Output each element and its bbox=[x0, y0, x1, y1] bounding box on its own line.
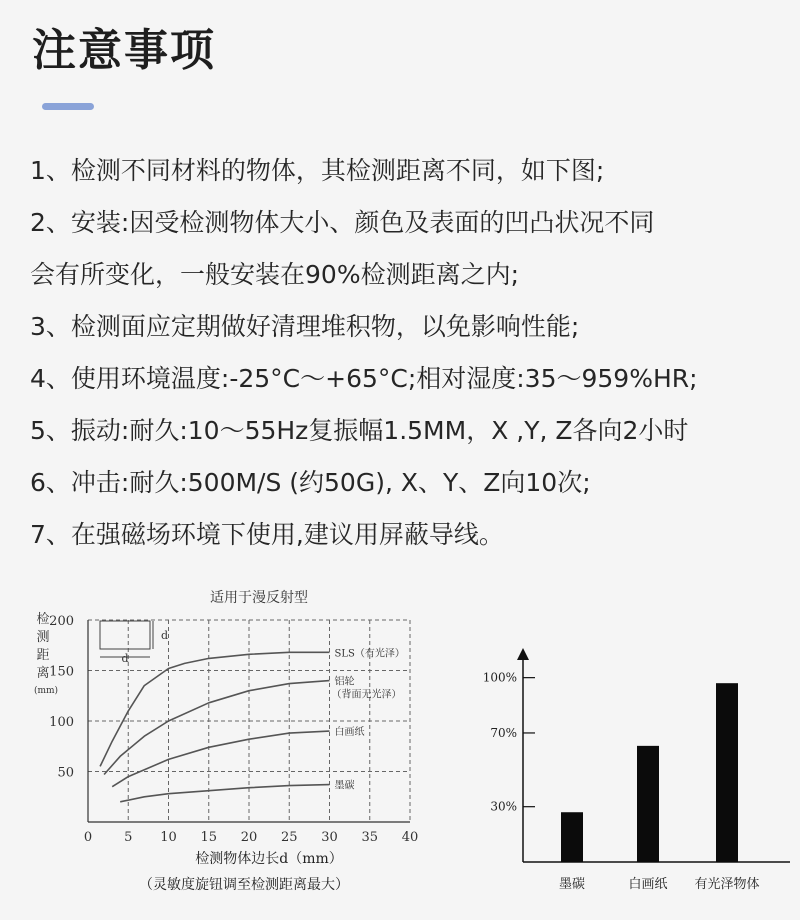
note-item: 1、检测不同材料的物体，其检测距离不同，如下图; bbox=[30, 156, 605, 185]
x-tick-label: 40 bbox=[401, 830, 419, 845]
chart-caption: （灵敏度旋钮调至检测距离最大） bbox=[139, 877, 349, 893]
x-axis-label: 检测物体边长d（mm） bbox=[195, 851, 343, 867]
y-axis-unit: (mm) bbox=[33, 686, 59, 696]
series-label: 铝轮 bbox=[334, 676, 355, 688]
x-category-label: 有光泽物体 bbox=[694, 877, 760, 892]
bar bbox=[637, 746, 659, 862]
notes-list bbox=[30, 145, 790, 561]
y-axis-label-char: 离 bbox=[36, 666, 50, 681]
series-line bbox=[100, 652, 329, 766]
note-item: 7、在强磁场环境下使用,建议用屏蔽导线。 bbox=[30, 520, 504, 549]
note-item: 3、检测面应定期做好清理堆积物，以免影响性能; bbox=[30, 312, 580, 341]
y-tick-label: 150 bbox=[49, 664, 74, 680]
series-line bbox=[120, 785, 329, 802]
x-category-label: 白画纸 bbox=[628, 877, 668, 892]
note-item: 4、使用环境温度:-25°C～+65°C;相对湿度:35～959%HR; bbox=[30, 364, 698, 393]
inset-label: d bbox=[121, 652, 129, 665]
note-item: 会有所变化，一般安装在90%检测距离之内; bbox=[30, 260, 519, 289]
inset-square bbox=[100, 621, 150, 649]
y-tick-label: 70% bbox=[490, 725, 517, 740]
y-axis-arrow-icon bbox=[517, 648, 529, 660]
x-tick-label: 30 bbox=[321, 830, 338, 845]
page-title: 注意事项 bbox=[32, 25, 216, 76]
y-axis-label-char: 测 bbox=[36, 630, 50, 645]
bar bbox=[561, 812, 583, 862]
note-item: 2、安装:因受检测物体大小、颜色及表面的凹凸状况不同 bbox=[30, 208, 655, 237]
x-tick-label: 5 bbox=[124, 830, 133, 845]
y-tick-label: 30% bbox=[490, 799, 517, 814]
y-tick-label: 200 bbox=[49, 614, 74, 629]
y-tick-label: 100 bbox=[49, 715, 74, 730]
series-line bbox=[112, 731, 329, 787]
chart-title: 适用于漫反射型 bbox=[210, 590, 308, 606]
y-axis-label-char: 检 bbox=[36, 612, 50, 627]
note-item: 5、振动:耐久:10～55Hz复振幅1.5MM，X ,Y, Z各向2小时 bbox=[30, 416, 689, 445]
x-tick-label: 35 bbox=[361, 830, 379, 845]
x-tick-label: 15 bbox=[200, 830, 218, 845]
y-axis-label-char: 距 bbox=[36, 648, 50, 663]
bar bbox=[716, 683, 738, 862]
x-category-label: 墨碳 bbox=[558, 877, 586, 892]
series-label: 墨碳 bbox=[334, 780, 355, 792]
y-tick-label: 100% bbox=[482, 670, 517, 685]
title-accent-bar bbox=[42, 103, 94, 110]
series-label: SLS（有光泽） bbox=[334, 648, 405, 660]
y-tick-label: 50 bbox=[57, 765, 74, 781]
series-label: 白画纸 bbox=[334, 727, 365, 739]
detection-distance-line-chart bbox=[0, 575, 440, 920]
material-bar-chart bbox=[470, 575, 800, 920]
note-item: 6、冲击:耐久:500M/S (约50G), X、Y、Z向10次; bbox=[30, 468, 591, 497]
charts-figure bbox=[0, 575, 800, 920]
inset-label: d bbox=[161, 629, 169, 642]
x-tick-label: 10 bbox=[160, 830, 177, 845]
x-tick-label: 0 bbox=[83, 830, 93, 845]
series-label-sub: （背面无光泽） bbox=[331, 689, 402, 701]
x-tick-label: 25 bbox=[280, 830, 298, 845]
x-tick-label: 20 bbox=[240, 830, 258, 845]
